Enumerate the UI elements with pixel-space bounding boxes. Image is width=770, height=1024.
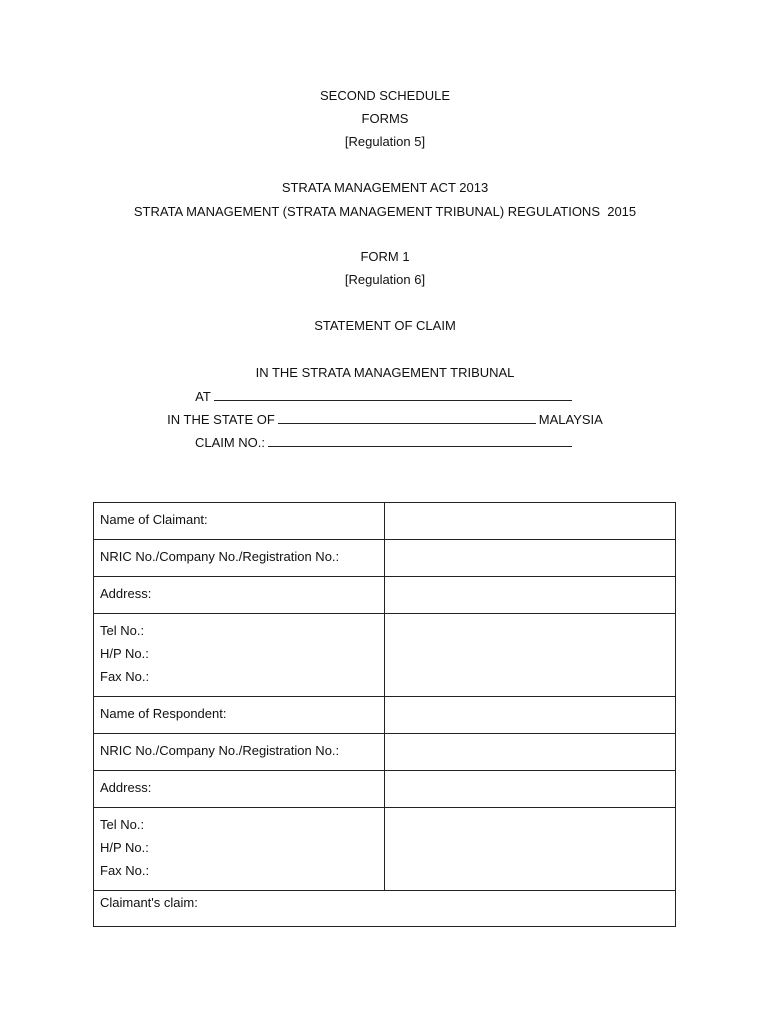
act-title: STRATA MANAGEMENT ACT 2013 bbox=[281, 180, 489, 195]
respondent-name-field[interactable] bbox=[385, 697, 676, 734]
respondent-name-label-cell bbox=[94, 697, 385, 734]
table-row bbox=[94, 503, 676, 540]
form-title: STATEMENT OF CLAIM bbox=[314, 318, 456, 333]
respondent-contact-field[interactable] bbox=[385, 808, 676, 891]
claimants-claim-cell[interactable] bbox=[94, 891, 676, 927]
respondent-tel-label: Tel No.: bbox=[100, 817, 145, 832]
table-row bbox=[94, 540, 676, 577]
claimant-contact-field[interactable] bbox=[385, 614, 676, 697]
tribunal-state-line bbox=[0, 411, 770, 428]
claimant-tel-label: Tel No.: bbox=[100, 623, 145, 638]
respondent-address-field[interactable] bbox=[385, 771, 676, 808]
respondent-contact-label-cell bbox=[94, 808, 385, 891]
respondent-fax-label: Fax No.: bbox=[100, 863, 150, 878]
table-row bbox=[94, 577, 676, 614]
claimant-address-label: Address: bbox=[100, 586, 152, 601]
claimant-name-label: Name of Claimant: bbox=[100, 512, 208, 527]
schedule-heading: SECOND SCHEDULE bbox=[319, 88, 451, 103]
claimant-hp-label: H/P No.: bbox=[100, 646, 149, 661]
table-row bbox=[94, 614, 676, 697]
regulation-reference: [Regulation 5] bbox=[344, 134, 426, 149]
claimant-address-field[interactable] bbox=[385, 577, 676, 614]
at-label: AT bbox=[195, 389, 211, 404]
forms-heading: FORMS bbox=[361, 111, 409, 126]
claimants-claim-label: Claimant's claim: bbox=[100, 895, 198, 910]
respondent-nric-label-cell bbox=[94, 734, 385, 771]
claimant-address-label-cell bbox=[94, 577, 385, 614]
state-suffix: MALAYSIA bbox=[538, 412, 603, 427]
claimant-nric-field[interactable] bbox=[385, 540, 676, 577]
claim-details-table bbox=[93, 502, 676, 927]
form-number: FORM 1 bbox=[360, 249, 410, 264]
form-regulation-reference: [Regulation 6] bbox=[344, 272, 426, 287]
claimant-name-label-cell bbox=[94, 503, 385, 540]
claim-number-blank-field[interactable] bbox=[268, 434, 572, 447]
table-row bbox=[94, 734, 676, 771]
claim-number-line bbox=[0, 434, 770, 451]
state-label: IN THE STATE OF bbox=[167, 412, 275, 427]
claim-number-label: CLAIM NO.: bbox=[194, 435, 266, 450]
at-blank-field[interactable] bbox=[214, 388, 572, 401]
claimant-fax-label: Fax No.: bbox=[100, 669, 150, 684]
respondent-name-label: Name of Respondent: bbox=[100, 706, 227, 721]
regulations-title: STRATA MANAGEMENT (STRATA MANAGEMENT TRIBUNAL) REGULATIONS 2015 bbox=[133, 204, 637, 219]
respondent-nric-field[interactable] bbox=[385, 734, 676, 771]
claimant-contact-label-cell bbox=[94, 614, 385, 697]
respondent-address-label: Address: bbox=[100, 780, 152, 795]
table-row bbox=[94, 891, 676, 927]
table-row bbox=[94, 808, 676, 891]
claimant-nric-label: NRIC No./Company No./Registration No.: bbox=[100, 549, 340, 564]
tribunal-at-line bbox=[0, 388, 770, 405]
table-row bbox=[94, 697, 676, 734]
respondent-address-label-cell bbox=[94, 771, 385, 808]
respondent-nric-label: NRIC No./Company No./Registration No.: bbox=[100, 743, 340, 758]
state-blank-field[interactable] bbox=[278, 411, 536, 424]
claimant-nric-label-cell bbox=[94, 540, 385, 577]
tribunal-heading: IN THE STRATA MANAGEMENT TRIBUNAL bbox=[255, 365, 515, 380]
claimant-name-field[interactable] bbox=[385, 503, 676, 540]
table-row bbox=[94, 771, 676, 808]
respondent-hp-label: H/P No.: bbox=[100, 840, 149, 855]
